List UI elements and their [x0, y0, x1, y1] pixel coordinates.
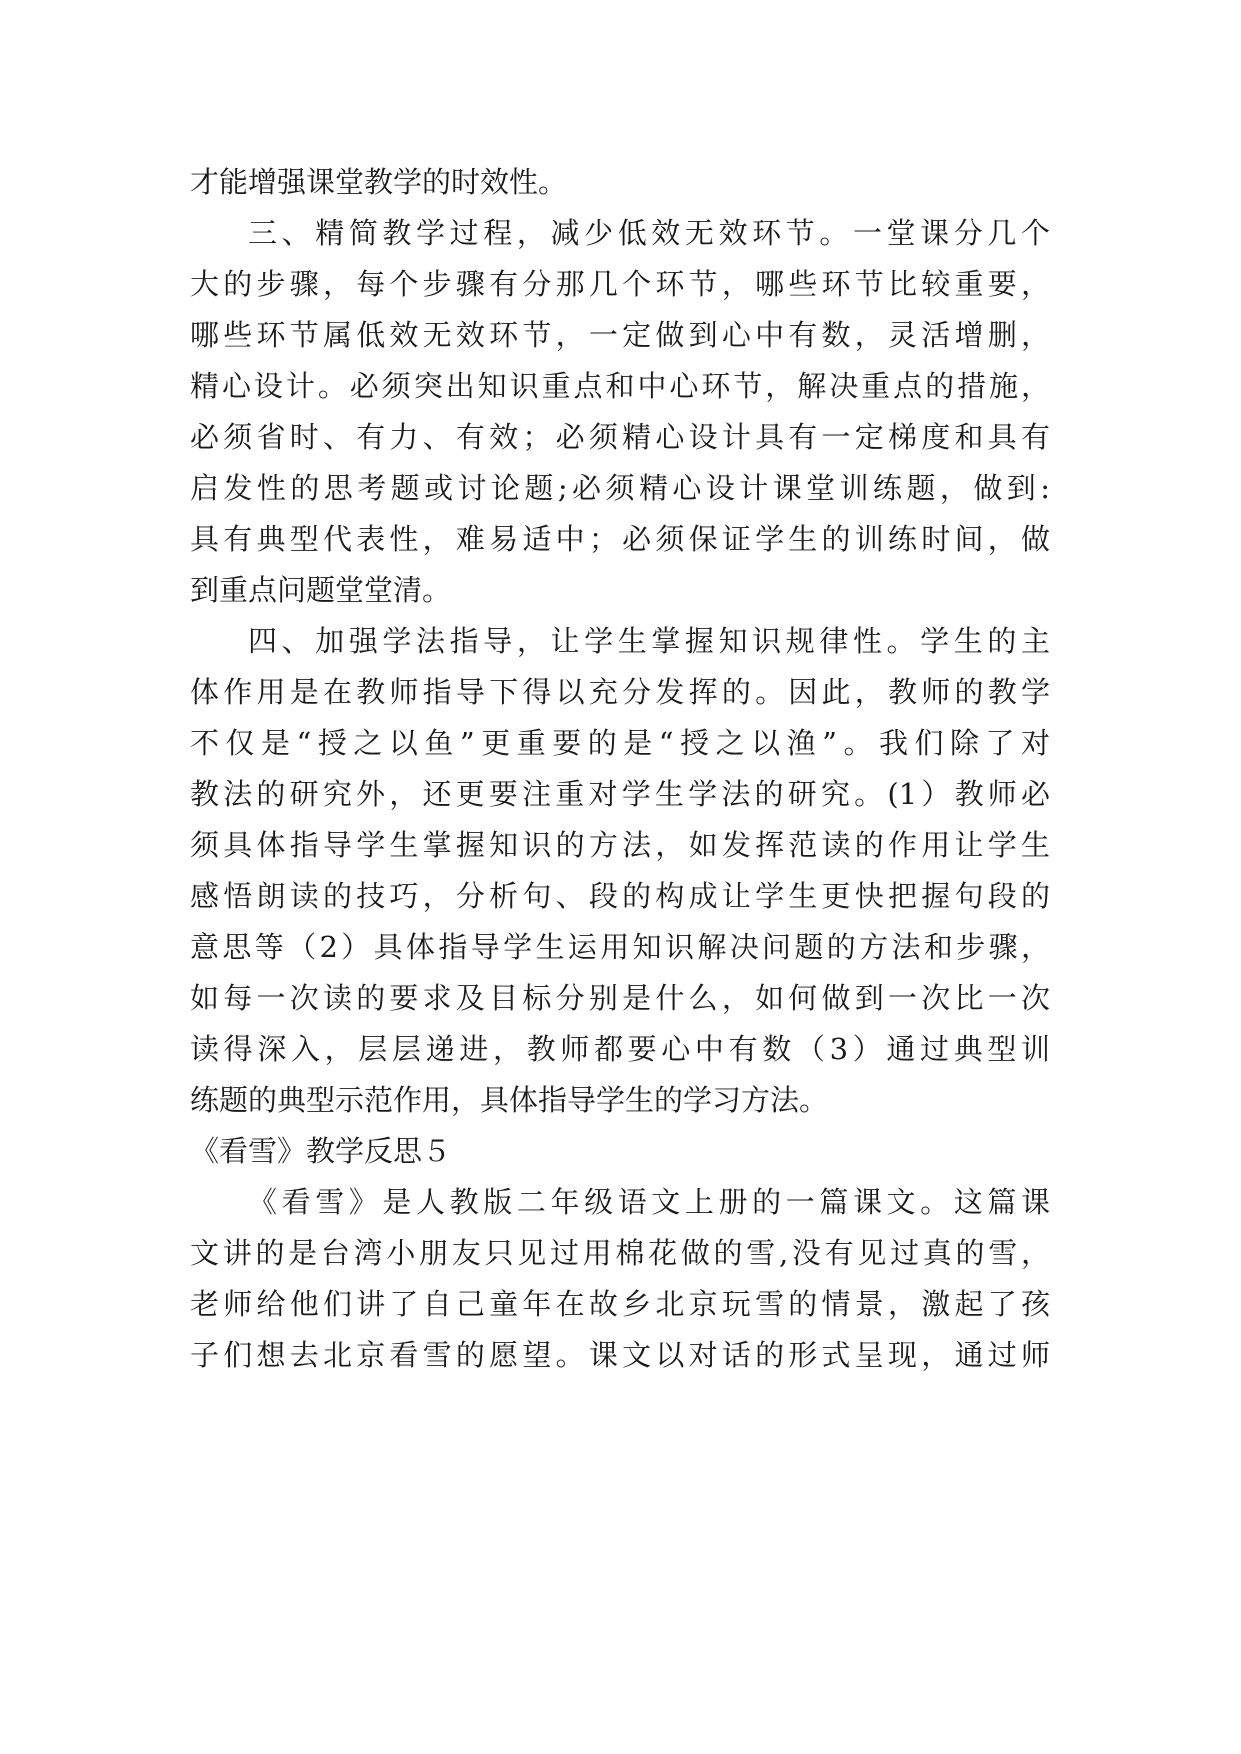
text-line: 体作用是在教师指导下得以充分发挥的。因此，教师的教学: [190, 675, 1050, 709]
text-line: 文讲的是台湾小朋友只见过用棉花做的雪,没有见过真的雪，: [190, 1236, 1050, 1270]
text-line: 如每一次读的要求及目标分别是什么，如何做到一次比一次: [190, 981, 1050, 1015]
text-line: 练题的典型示范作用，具体指导学生的学习方法。: [190, 1083, 829, 1117]
text-line: 哪些环节属低效无效环节，一定做到心中有数，灵活增删，: [190, 318, 1050, 352]
text-line: 感悟朗读的技巧，分析句、段的构成让学生更快把握句段的: [190, 879, 1050, 913]
text-line: 教法的研究外，还更要注重对学生学法的研究。(1）教师必: [190, 777, 1050, 811]
section-heading: 《看雪》教学反思５: [190, 1134, 452, 1168]
text-line: 具有典型代表性，难易适中；必须保证学生的训练时间，做: [190, 522, 1050, 556]
text-line: 大的步骤，每个步骤有分那几个环节，哪些环节比较重要，: [190, 267, 1050, 301]
text-line: 《看雪》是人教版二年级语文上册的一篇课文。这篇课: [248, 1185, 1050, 1219]
text-line: 意思等（2）具体指导学生运用知识解决问题的方法和步骤，: [190, 930, 1050, 964]
text-line: 三、精简教学过程，减少低效无效环节。一堂课分几个: [248, 216, 1050, 250]
text-line: 不仅是“授之以鱼”更重要的是“授之以渔”。我们除了对: [190, 726, 1050, 760]
document-body: [190, 157, 1050, 1381]
text-line: 精心设计。必须突出知识重点和中心环节，解决重点的措施，: [190, 369, 1050, 403]
text-line: 老师给他们讲了自己童年在故乡北京玩雪的情景，激起了孩: [190, 1287, 1050, 1321]
text-line: 才能增强课堂教学的时效性。: [190, 165, 568, 199]
text-line: 到重点问题堂堂清。: [190, 573, 452, 607]
text-line: 须具体指导学生掌握知识的方法，如发挥范读的作用让学生: [190, 828, 1050, 862]
text-line: 必须省时、有力、有效；必须精心设计具有一定梯度和具有: [190, 420, 1050, 454]
text-line: 启发性的思考题或讨论题;必须精心设计课堂训练题，做到:: [190, 471, 1050, 505]
text-line: 读得深入，层层递进，教师都要心中有数（3）通过典型训: [190, 1032, 1050, 1066]
text-line: 四、加强学法指导，让学生掌握知识规律性。学生的主: [248, 624, 1050, 658]
text-line: 子们想去北京看雪的愿望。课文以对话的形式呈现，通过师: [190, 1338, 1050, 1372]
